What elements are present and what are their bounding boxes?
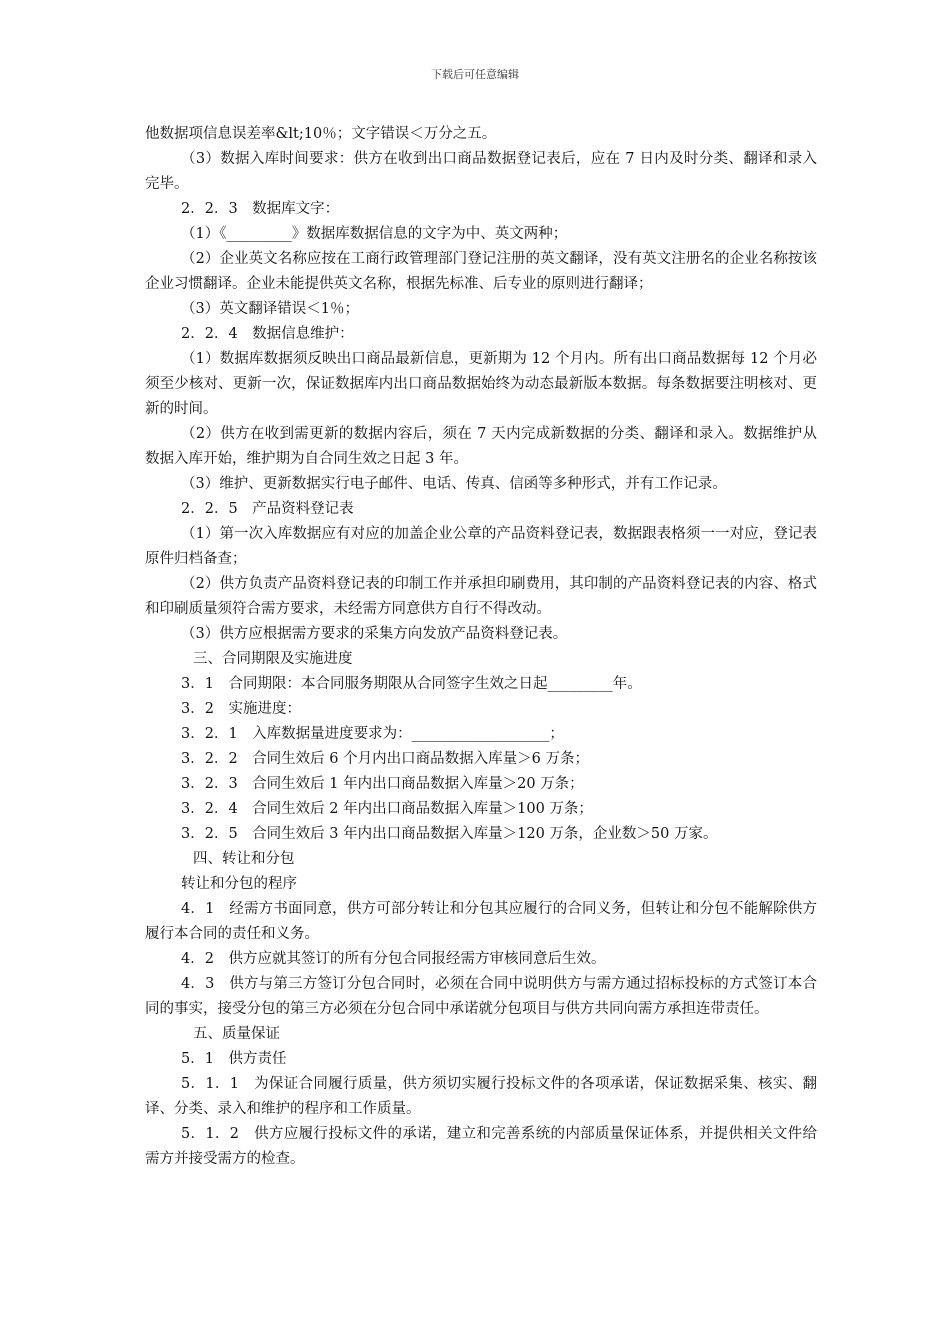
paragraph: 他数据项信息误差率&lt;10％；文字错误＜万分之五。 [145, 126, 497, 142]
paragraph: （3）供方应根据需方要求的采集方向发放产品资料登记表。 [181, 626, 568, 642]
paragraph: （1）《_________》数据库数据信息的文字为中、英文两种； [181, 226, 568, 242]
paragraph: 3．2．3 合同生效后 1 年内出口商品数据入库量＞20 万条； [181, 776, 584, 792]
section-heading: 2．2．5 产品资料登记表 [181, 501, 354, 517]
paragraph: 5．1．2 供方应履行投标文件的承诺，建立和完善系统的内部质量保证体系，并提供相关文件给需方并接受需方的检查。 [145, 1126, 817, 1167]
paragraph: （2）供方在收到需更新的数据内容后，须在 7 天内完成新数据的分类、翻译和录入。数据维护从数据入库开始，维护期为自合同生效之日起 3 年。 [145, 426, 817, 467]
paragraph: （3）英文翻译错误＜1％； [181, 301, 359, 317]
paragraph: （1）第一次入库数据应有对应的加盖企业公章的产品资料登记表，数据跟表格须一一对应，登记表原件归档备查； [145, 526, 817, 567]
chapter-heading: 四、转让和分包 [193, 851, 295, 867]
section-heading: 2．2．3 数据库文字： [181, 201, 340, 217]
paragraph: （2）企业英文名称应按在工商行政管理部门登记注册的英文翻译，没有英文注册名的企业名称按该企业习惯翻译。企业未能提供英文名称，根据先标准、后专业的原则进行翻译； [145, 251, 817, 292]
chapter-heading: 五、质量保证 [193, 1026, 280, 1042]
section-heading: 5．1 供方责任 [181, 1051, 287, 1067]
paragraph: 4．3 供方与第三方签订分包合同时，必须在合同中说明供方与需方通过招标投标的方式签订本合同的事实，接受分包的第三方必须在分包合同中承诺就分包项目与供方共同向需方承担连带责任。 [145, 976, 817, 1017]
section-heading: 3．2 实施进度： [181, 701, 301, 717]
paragraph: （3）维护、更新数据实行电子邮件、电话、传真、信函等多种形式，并有工作记录。 [181, 476, 727, 492]
paragraph: 3．2．4 合同生效后 2 年内出口商品数据入库量＞100 万条； [181, 801, 593, 817]
chapter-heading: 三、合同期限及实施进度 [193, 651, 353, 667]
paragraph: 5．1．1 为保证合同履行质量，供方须切实履行投标文件的各项承诺，保证数据采集、核实、翻译、分类、录入和维护的程序和工作质量。 [145, 1076, 817, 1117]
section-heading: 转让和分包的程序 [181, 876, 297, 892]
paragraph: （3）数据入库时间要求：供方在收到出口商品数据登记表后，应在 7 日内及时分类、翻译和录入完毕。 [145, 151, 817, 192]
section-heading: 2．2．4 数据信息维护： [181, 326, 354, 342]
page-header: 下载后可任意编辑 [431, 68, 519, 81]
paragraph: 4．2 供方应就其签订的所有分包合同报经需方审核同意后生效。 [181, 951, 606, 967]
paragraph: （2）供方负责产品资料登记表的印制工作并承担印刷费用，其印制的产品资料登记表的内容、格式和印刷质量须符合需方要求，未经需方同意供方自行不得改动。 [145, 576, 817, 617]
paragraph: 3．2．2 合同生效后 6 个月内出口商品数据入库量＞6 万条； [181, 751, 589, 767]
paragraph: 3．1 合同期限：本合同服务期限从合同签字生效之日起_________年。 [181, 676, 642, 692]
paragraph: （1）数据库数据须反映出口商品最新信息，更新期为 12 个月内。所有出口商品数据每 12 个月必须至少核对、更新一次，保证数据库内出口商品数据始终为动态最新版本数据。每条数据要注明核对、更新的时间。 [145, 351, 817, 417]
paragraph: 3．2．1 入库数据量进度要求为：___________________； [181, 726, 564, 742]
document-body [145, 122, 817, 1172]
paragraph: 4．1 经需方书面同意，供方可部分转让和分包其应履行的合同义务，但转让和分包不能解除供方履行本合同的责任和义务。 [145, 901, 817, 942]
paragraph: 3．2．5 合同生效后 3 年内出口商品数据入库量＞120 万条，企业数＞50 万家。 [181, 826, 718, 842]
